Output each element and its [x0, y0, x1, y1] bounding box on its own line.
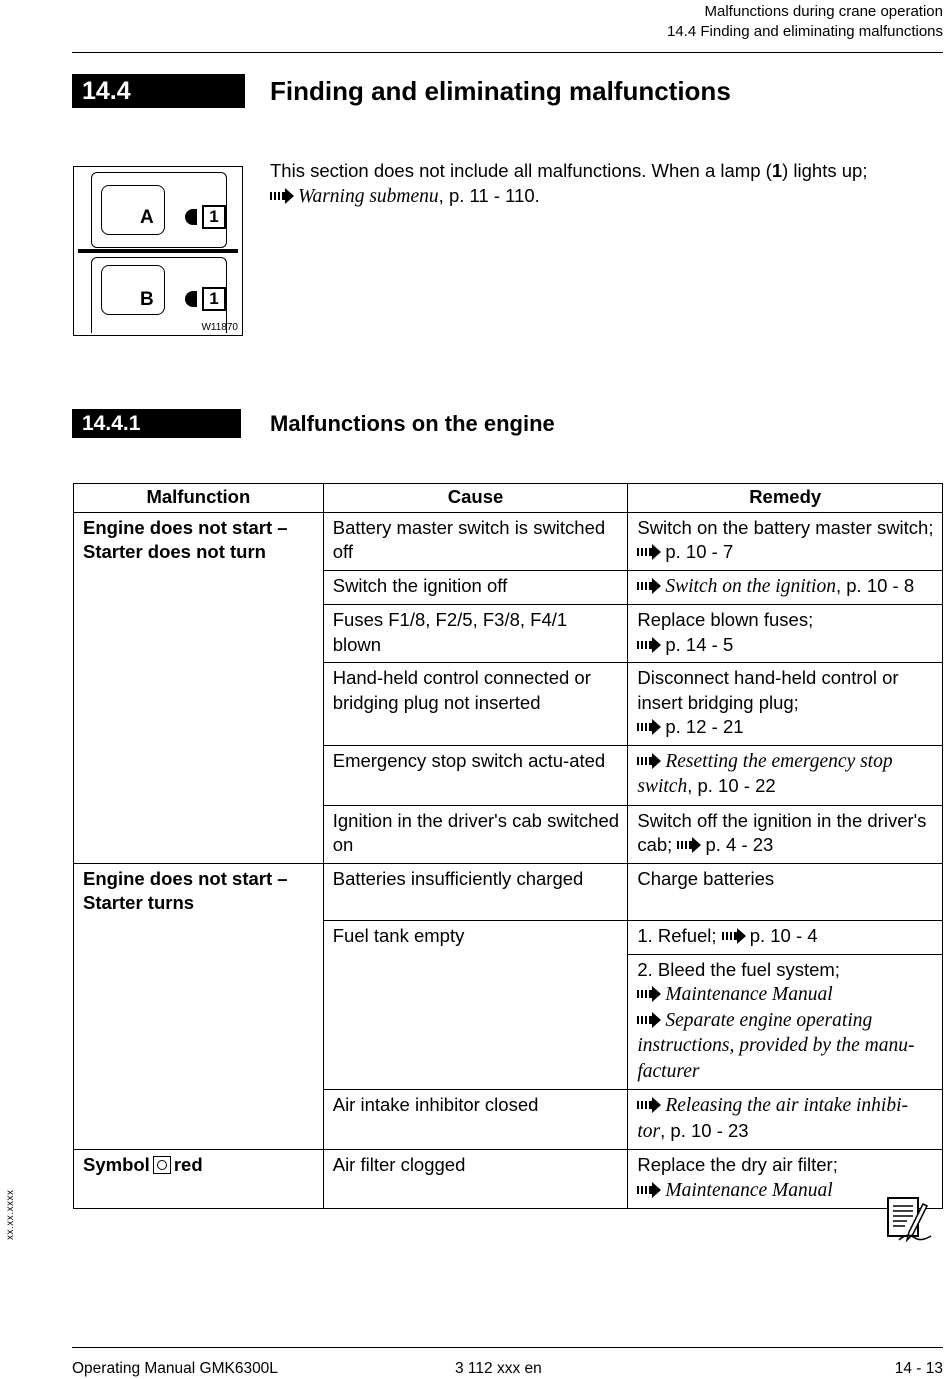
table-row — [74, 921, 943, 955]
remedy-text: Replace blown fuses; — [637, 609, 814, 630]
panel-button-b — [101, 265, 165, 315]
malfunction-cell-continued — [74, 954, 324, 1090]
remedy-page-ref[interactable]: p. 14 - 5 — [665, 633, 734, 655]
remedy-reference-link[interactable]: Resetting the emergency stop switch — [637, 750, 893, 797]
section-number-bar — [72, 74, 245, 108]
label-a: A — [140, 207, 154, 228]
footer-document-number: 3 112 xxx en — [455, 1360, 542, 1377]
table-row — [74, 1150, 943, 1209]
remedy-page-ref: , p. 10 - 22 — [687, 775, 776, 796]
column-header-cause: Cause — [323, 484, 628, 513]
air-filter-symbol-icon — [153, 1156, 171, 1174]
malfunction-cell-continued — [74, 745, 324, 805]
cause-cell: Hand-held control connected or bridging plug not inserted — [323, 663, 628, 746]
remedy-cell: Charge batteries — [628, 863, 943, 921]
figure-code: W11870 — [201, 322, 238, 333]
label-b: B — [140, 289, 154, 310]
remedy-page-ref[interactable]: p. 10 - 7 — [665, 541, 734, 562]
remedy-text: 2. Bleed the fuel system; — [637, 958, 840, 980]
malfunction-symbol-suffix: red — [173, 1154, 203, 1175]
cause-cell: Fuel tank empty — [323, 921, 628, 955]
section-number: 14.4 — [82, 76, 131, 105]
footer-page-number: 14 - 13 — [894, 1360, 943, 1377]
lamp-number-1: 1 — [202, 205, 226, 229]
remedy-page-ref: , p. 10 - 8 — [835, 574, 915, 596]
reference-arrow-icon — [270, 188, 294, 204]
malfunction-cell-continued — [74, 805, 324, 863]
subsection-number: 14.4.1 — [82, 411, 141, 435]
reference-arrow-icon — [637, 1094, 665, 1115]
running-header-section: 14.4 Finding and eliminating malfunctions — [667, 23, 943, 40]
cause-cell-continued — [323, 954, 628, 1090]
remedy-cell — [628, 921, 943, 955]
intro-reference-link[interactable]: Warning submenu — [298, 186, 439, 207]
remedy-cell — [628, 805, 943, 863]
table-row — [74, 663, 943, 746]
remedy-text: Disconnect hand-held control or insert bridging plug; — [637, 667, 899, 713]
malfunction-cell: Engine does not start – Starter does not turn — [74, 512, 324, 570]
column-header-remedy: Remedy — [628, 484, 943, 513]
table-row — [74, 605, 943, 663]
cause-cell: Battery master switch is switched off — [323, 512, 628, 570]
warning-lamp-illustration — [73, 166, 243, 336]
cause-cell: Air filter clogged — [323, 1150, 628, 1209]
cause-cell: Ignition in the driver's cab switched on — [323, 805, 628, 863]
table-header-row — [74, 484, 943, 513]
reference-arrow-icon — [677, 834, 705, 855]
remedy-page-ref[interactable]: p. 4 - 23 — [705, 834, 774, 855]
subsection-title: Malfunctions on the engine — [270, 411, 555, 436]
malfunction-cell-continued — [74, 570, 324, 605]
table-row — [74, 570, 943, 605]
remedy-text: Switch on the battery master switch; — [637, 516, 934, 538]
malfunction-cell: Engine does not start – Starter turns — [74, 863, 324, 921]
remedy-reference-link[interactable]: Maintenance Manual — [665, 984, 833, 1005]
remedy-cell — [628, 605, 943, 663]
remedy-cell — [628, 663, 943, 746]
panel-button-a — [101, 185, 165, 235]
header-rule — [72, 52, 943, 53]
cause-cell: Emergency stop switch actu-ated — [323, 745, 628, 805]
remedy-text: 1. Refuel; — [637, 925, 717, 946]
cause-cell: Fuses F1/8, F2/5, F3/8, F4/1 blown — [323, 605, 628, 663]
lamp-dot-icon — [185, 209, 197, 225]
remedy-reference-link-2[interactable]: Separate engine operating instructions, provided by the manu-facturer — [637, 1009, 915, 1082]
intro-lamp-number: 1 — [771, 160, 783, 181]
remedy-reference-link[interactable]: Switch on the ignition — [665, 575, 836, 597]
cause-cell: Switch the ignition off — [323, 570, 628, 605]
remedy-page-ref[interactable]: p. 10 - 4 — [749, 925, 818, 946]
reference-arrow-icon — [637, 983, 665, 1004]
reference-arrow-icon — [637, 750, 665, 771]
reference-arrow-icon — [637, 1179, 665, 1200]
cause-cell: Batteries insufficiently charged — [323, 863, 628, 921]
remedy-page-ref: , p. 10 - 23 — [660, 1119, 749, 1141]
remedy-cell — [628, 745, 943, 805]
remedy-reference-link[interactable]: Maintenance Manual — [665, 1179, 833, 1201]
column-header-malfunction: Malfunction — [74, 484, 324, 513]
reference-arrow-icon — [637, 1009, 665, 1030]
footer-manual-title: Operating Manual GMK6300L — [72, 1360, 278, 1377]
intro-text-end: ) lights up; — [782, 160, 868, 181]
malfunction-cell-continued — [74, 663, 324, 746]
malfunction-cell-continued — [74, 1090, 324, 1150]
intro-text: This section does not include all malfunctions. When a lamp ( — [270, 160, 772, 181]
remedy-page-ref[interactable]: p. 12 - 21 — [665, 716, 744, 737]
lamp-dot-icon — [185, 291, 197, 307]
running-header-chapter: Malfunctions during crane operation — [704, 3, 943, 20]
cause-cell: Air intake inhibitor closed — [323, 1090, 628, 1150]
document-side-code: xx.xx.xxxx — [5, 1189, 16, 1240]
lamp-number-1-lower: 1 — [202, 287, 226, 311]
reference-arrow-icon — [637, 541, 665, 562]
remedy-cell — [628, 570, 943, 605]
remedy-cell — [628, 1090, 943, 1150]
table-row — [74, 512, 943, 570]
section-title: Finding and eliminating malfunctions — [270, 76, 731, 106]
remedy-cell — [628, 512, 943, 570]
reference-arrow-icon — [637, 716, 665, 737]
malfunction-cell-continued — [74, 605, 324, 663]
malfunction-table — [73, 483, 943, 1209]
reference-arrow-icon — [722, 925, 750, 946]
intro-paragraph — [270, 158, 940, 209]
table-row — [74, 1090, 943, 1150]
remedy-reference-link[interactable]: Releasing the air intake inhibi-tor — [637, 1095, 908, 1142]
panel-separator — [78, 249, 238, 253]
reference-arrow-icon — [637, 634, 665, 655]
remedy-text: Replace the dry air filter; — [637, 1154, 838, 1175]
table-row — [74, 805, 943, 863]
remedy-cell — [628, 954, 943, 1090]
malfunction-cell-continued — [74, 921, 324, 955]
footer-rule — [72, 1347, 943, 1348]
manual-page-icon — [885, 1196, 933, 1244]
table-row — [74, 745, 943, 805]
remedy-text: Switch off the ignition in the driver's cab; — [637, 809, 927, 855]
intro-reference-page: , p. 11 - 110. — [438, 185, 540, 206]
subsection-number-bar — [72, 409, 241, 438]
table-row — [74, 954, 943, 1090]
reference-arrow-icon — [637, 575, 665, 596]
malfunction-symbol-prefix: Symbol — [83, 1154, 150, 1175]
table-row — [74, 863, 943, 921]
malfunction-cell — [74, 1150, 324, 1209]
